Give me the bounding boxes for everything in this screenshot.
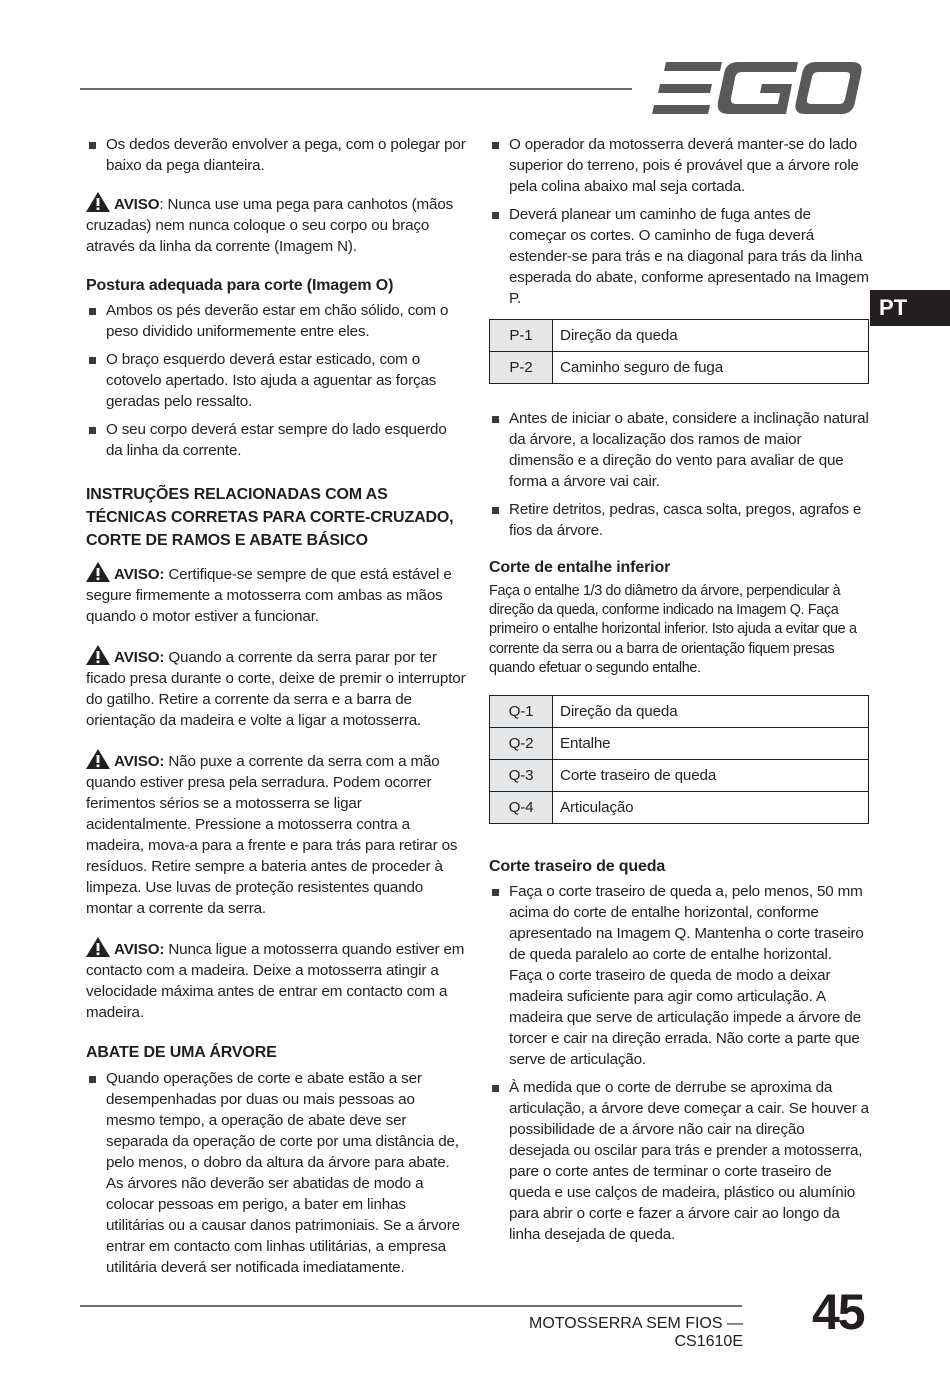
table-row	[490, 760, 869, 792]
warning-block	[86, 192, 466, 257]
escape-bullets	[489, 134, 869, 309]
warning-label: AVISO	[114, 196, 160, 213]
list-item: O seu corpo deverá estar sempre do lado esquerdo da linha da corrente.	[86, 419, 466, 461]
table-value: Direção da queda	[553, 320, 869, 352]
table-key: Q-3	[490, 760, 553, 792]
list-item: Deverá planear um caminho de fuga antes de começar os cortes. O caminho de fuga deverá estender-se para trás e na diagonal para trás da linha esperada do abate, conforme apresentado na Imagem P.	[489, 204, 869, 309]
right-column	[489, 134, 869, 1252]
felling-bullets	[86, 1068, 466, 1278]
intro-bullets	[86, 134, 466, 176]
backcut-heading: Corte traseiro de queda	[489, 858, 666, 876]
warning-block	[86, 562, 466, 627]
warning-text: Certifique-se sempre de que está estável e segure firmemente a motosserra com ambas as mãos quando o motor estiver a funcionar.	[86, 566, 452, 625]
table-value: Articulação	[553, 792, 869, 824]
notch-heading: Corte de entalhe inferior	[489, 559, 671, 576]
table-row	[490, 352, 869, 384]
table-key: Q-4	[490, 792, 553, 824]
warning-triangle-icon	[86, 749, 110, 769]
list-item: Faça o corte traseiro de queda a, pelo menos, 50 mm acima do corte de entalhe horizontal, conforme apresentado na Imagem Q. Mantenha o corte traseiro de queda paralelo ao corte de entalhe horizontal. Faça o corte traseiro de queda de modo a deixar madeira suficiente para agir como articulação. A madeira que serve de articulação impede a árvore de torcer e cair na direção errada. Não corte a parte que serve de articulação.	[489, 881, 869, 1070]
table-p	[489, 319, 869, 384]
table-key: P-1	[490, 320, 553, 352]
table-value: Caminho seguro de fuga	[553, 352, 869, 384]
warning-label: AVISO:	[114, 649, 165, 666]
list-item: O braço esquerdo deverá estar esticado, com o cotovelo apertado. Isto ajuda a aguentar as forças geradas pelo ressalto.	[86, 349, 466, 412]
list-item: À medida que o corte de derrube se aproxima da articulação, a árvore deve começar a cair. Se houver a possibilidade de a árvore não cair na direção desejada ou oscilar para trás e prender a motosserra, pare o corte antes de terminar o corte traseiro de queda e use calços de madeira, plástico ou alumínio para abrir o corte e fazer a árvore cair ao longo da linha desejada de queda.	[489, 1077, 869, 1245]
warning-block	[86, 749, 466, 919]
backcut-bullets	[489, 881, 869, 1245]
table-row	[490, 728, 869, 760]
warning-label: AVISO:	[114, 753, 165, 770]
table-row	[490, 792, 869, 824]
table-key: Q-2	[490, 728, 553, 760]
list-item: Quando operações de corte e abate estão a ser desempenhadas por duas ou mais pessoas ao mesmo tempo, a operação de abate deve ser separada da operação de corte por uma distância de, pelo menos, o dobro da altura da árvore para abate. As árvores não deverão ser abatidas de modo a colocar pessoas em perigo, a bater em linhas utilitárias ou a causar danos patrimoniais. Se a árvore entrar em contacto com linhas utilitárias, a empresa utilitária deverá ser notificada imediatamente.	[86, 1068, 466, 1278]
warning-text: : Nunca use uma pega para canhotos (mãos cruzadas) nem nunca coloque o seu corpo ou braço através da linha da corrente (Imagem N).	[86, 196, 454, 255]
warning-label: AVISO:	[114, 941, 165, 958]
warning-label: AVISO:	[114, 566, 165, 583]
warning-triangle-icon	[86, 562, 110, 582]
warning-triangle-icon	[86, 937, 110, 957]
table-key: Q-1	[490, 696, 553, 728]
warning-triangle-icon	[86, 192, 110, 212]
warning-block	[86, 645, 466, 731]
notch-text: Faça o entalhe 1/3 do diâmetro da árvore, perpendicular à direção da queda, conforme indicado na Imagem Q. Faça primeiro o entalhe horizontal inferior. Isto ajuda a evitar que a corrente da serra ou a barra de orientação fiquem presas quando efetuar o segundo entalhe.	[489, 583, 857, 676]
header-rule	[80, 88, 632, 90]
list-item: Os dedos deverão envolver a pega, com o polegar por baixo da pega dianteira.	[86, 134, 466, 176]
instructions-heading: INSTRUÇÕES RELACIONADAS COM AS TÉCNICAS CORRETAS PARA CORTE-CRUZADO, CORTE DE RAMOS E ABATE BÁSICO	[86, 486, 454, 549]
table-value: Direção da queda	[553, 696, 869, 728]
warning-text: Nunca ligue a motosserra quando estiver em contacto com a madeira. Deixe a motosserra atingir a velocidade máxima antes de entrar em contacto com a madeira.	[86, 941, 465, 1021]
table-row	[490, 696, 869, 728]
list-item: Retire detritos, pedras, casca solta, pregos, agrafos e fios da árvore.	[489, 499, 869, 541]
ego-logo	[650, 62, 862, 114]
page-number: 45	[812, 1284, 864, 1340]
list-item: Ambos os pés deverão estar em chão sólido, com o peso dividido uniformemente entre eles.	[86, 300, 466, 342]
left-column	[86, 134, 466, 1285]
preparation-bullets	[489, 408, 869, 541]
felling-heading: ABATE DE UMA ÁRVORE	[86, 1044, 277, 1061]
posture-heading: Postura adequada para corte (Imagem O)	[86, 277, 394, 294]
table-row	[490, 320, 869, 352]
footer-rule	[80, 1305, 742, 1307]
posture-bullets	[86, 300, 466, 461]
table-value: Corte traseiro de queda	[553, 760, 869, 792]
warning-text: Não puxe a corrente da serra com a mão quando estiver presa pela serradura. Podem ocorrer ferimentos sérios se a motosserra se ligar acidentalmente. Pressione a motosserra contra a madeira, mova-a para a frente e para trás para retirar os resíduos. Retire sempre a bateria antes de proceder à limpeza. Use luvas de proteção resistentes quando montar a corrente da serra.	[86, 753, 458, 917]
warning-triangle-icon	[86, 645, 110, 665]
warning-text: Quando a corrente da serra parar por ter ficado presa durante o corte, deixe de premir o interruptor do gatilho. Retire a corrente da serra e a barra de orientação da madeira e volte a ligar a motosserra.	[86, 649, 466, 729]
table-key: P-2	[490, 352, 553, 384]
language-tab: PT	[870, 290, 950, 326]
warning-block	[86, 937, 466, 1023]
table-q	[489, 695, 869, 824]
table-value: Entalhe	[553, 728, 869, 760]
footer-title: MOTOSSERRA SEM FIOS — CS1610E	[529, 1315, 743, 1350]
list-item: O operador da motosserra deverá manter-se do lado superior do terreno, pois é provável que a árvore role pela colina abaixo mal seja cortada.	[489, 134, 869, 197]
list-item: Antes de iniciar o abate, considere a inclinação natural da árvore, a localização dos ramos de maior dimensão e a direção do vento para avaliar de que forma a árvore vai cair.	[489, 408, 869, 492]
